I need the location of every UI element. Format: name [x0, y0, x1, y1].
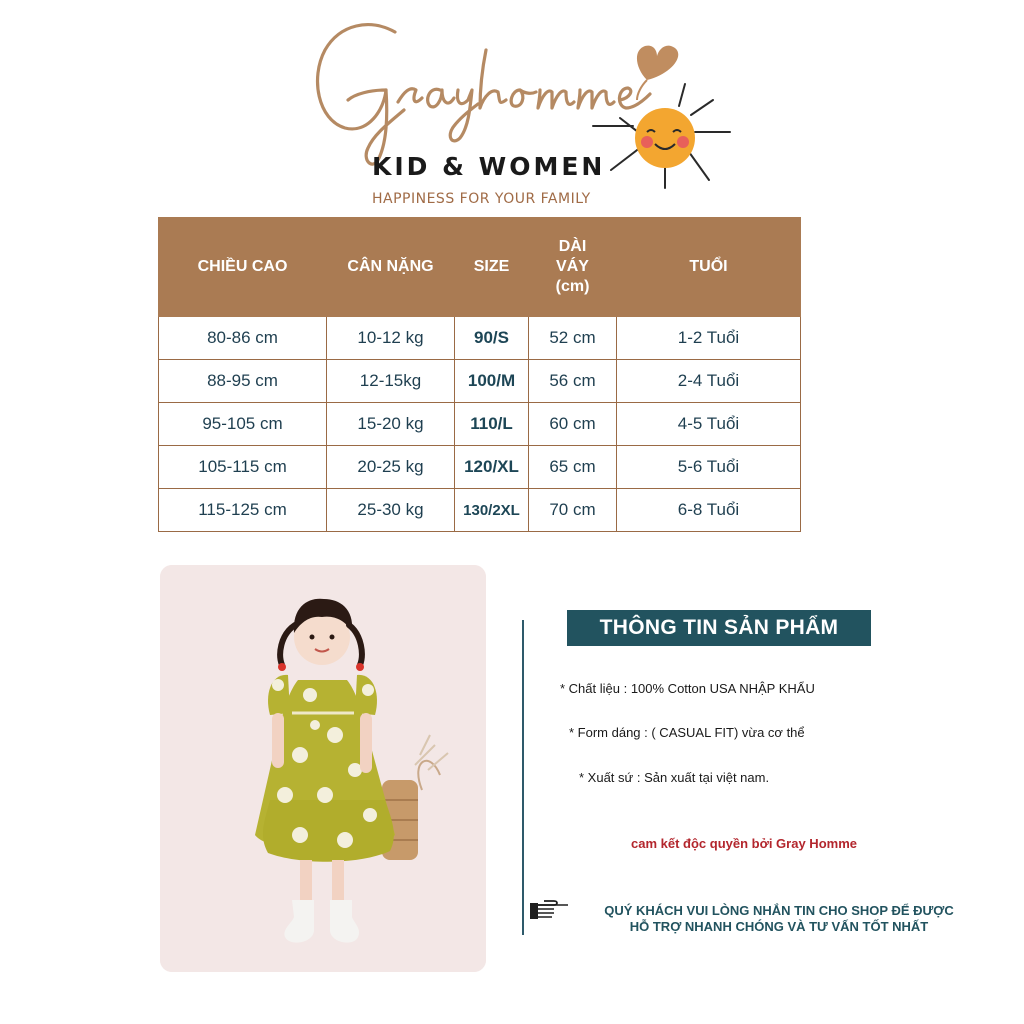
- cell-height: 88-95 cm: [159, 360, 327, 403]
- cell-weight: 20-25 kg: [327, 446, 455, 489]
- cell-age: 6-8 Tuổi: [617, 489, 801, 532]
- commitment-text: cam kết độc quyền bởi Gray Homme: [631, 836, 857, 851]
- size-chart-table: [158, 217, 801, 532]
- header-dress-length-line1: DÀI: [558, 238, 587, 255]
- cell-size: 120/XL: [455, 446, 529, 489]
- cell-size: 110/L: [455, 403, 529, 446]
- table-row: [159, 489, 801, 532]
- cell-size: 130/2XL: [455, 489, 529, 532]
- notice-line-1: QUÝ KHÁCH VUI LÒNG NHẮN TIN CHO SHOP ĐỂ ĐƯỢC: [604, 903, 954, 918]
- cell-age: 1-2 Tuổi: [617, 317, 801, 360]
- size-chart-header-row: [159, 218, 801, 317]
- material-text: * Chất liệu : 100% Cotton USA NHẬP KHẨU: [560, 681, 815, 696]
- header-size: SIZE: [455, 218, 529, 317]
- cell-weight: 15-20 kg: [327, 403, 455, 446]
- heart-icon: [637, 46, 678, 80]
- cell-length: 56 cm: [529, 360, 617, 403]
- cell-height: 95-105 cm: [159, 403, 327, 446]
- cell-weight: 12-15kg: [327, 360, 455, 403]
- notice-line-2: HỖ TRỢ NHANH CHÓNG VÀ TƯ VẤN TỐT NHẤT: [629, 919, 929, 934]
- cell-height: 80-86 cm: [159, 317, 327, 360]
- product-info-title: THÔNG TIN SẢN PHẨM: [567, 610, 871, 646]
- cell-size: 90/S: [455, 317, 529, 360]
- header-dress-length: [529, 218, 617, 317]
- header-weight: CÂN NẶNG: [327, 218, 455, 317]
- cell-length: 52 cm: [529, 317, 617, 360]
- header-age: TUỔI: [617, 218, 801, 317]
- divider-line: [522, 620, 524, 935]
- cell-weight: 10-12 kg: [327, 317, 455, 360]
- cell-weight: 25-30 kg: [327, 489, 455, 532]
- product-photo-illustration: [160, 565, 486, 972]
- brand-tagline: HAPPINESS FOR YOUR FAMILY: [372, 191, 591, 207]
- contact-notice: [578, 903, 980, 935]
- form-text: * Form dáng : ( CASUAL FIT) vừa cơ thể: [569, 725, 805, 740]
- cell-length: 65 cm: [529, 446, 617, 489]
- table-row: [159, 360, 801, 403]
- cell-size: 100/M: [455, 360, 529, 403]
- header-dress-length-line2: VÁY: [556, 258, 589, 275]
- header-dress-length-line3: (cm): [555, 278, 590, 295]
- product-photo: [160, 565, 486, 972]
- table-row: [159, 403, 801, 446]
- pointing-hand-icon: [528, 897, 570, 921]
- cell-height: 105-115 cm: [159, 446, 327, 489]
- table-row: [159, 317, 801, 360]
- header-height: CHIỀU CAO: [159, 218, 327, 317]
- cell-age: 2-4 Tuổi: [617, 360, 801, 403]
- cell-length: 60 cm: [529, 403, 617, 446]
- cell-age: 4-5 Tuổi: [617, 403, 801, 446]
- cell-age: 5-6 Tuổi: [617, 446, 801, 489]
- cell-length: 70 cm: [529, 489, 617, 532]
- cell-height: 115-125 cm: [159, 489, 327, 532]
- table-row: [159, 446, 801, 489]
- brand-title: KID & WOMEN: [372, 152, 606, 181]
- sun-mascot-icon: [585, 20, 745, 190]
- origin-text: * Xuất sứ : Sản xuất tại việt nam.: [579, 770, 770, 785]
